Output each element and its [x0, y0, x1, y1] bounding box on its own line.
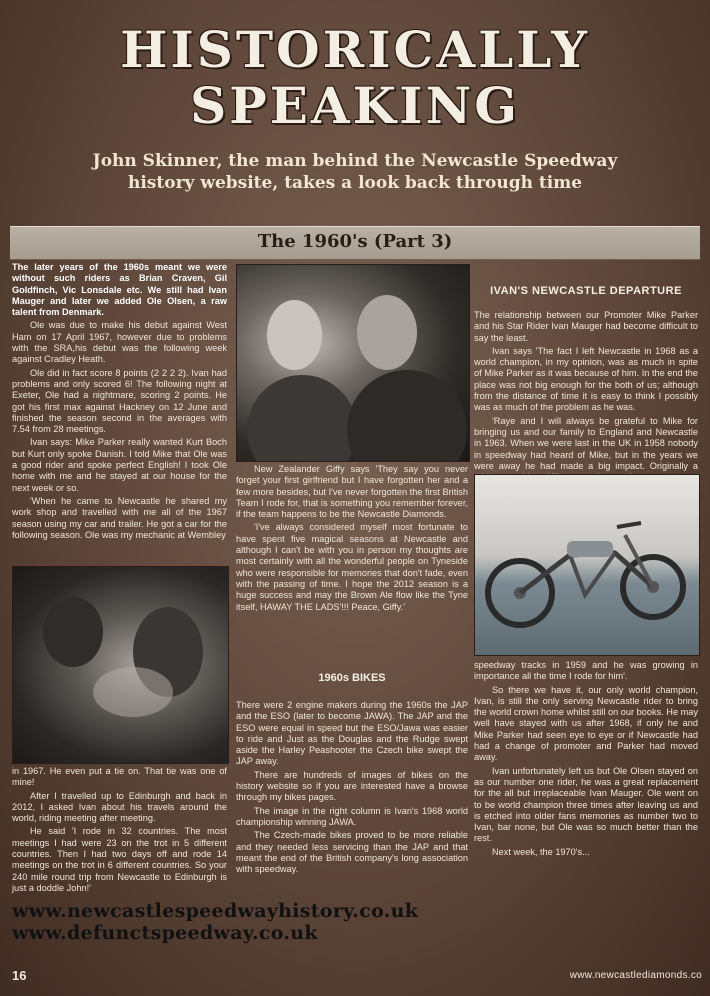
photo-jawa-bike: [474, 474, 700, 656]
column1-paragraph: He said 'I rode in 32 countries. The most meetings I had were 23 on the trot in 5 different countries. Then I had two days off and rode 14 meetings on the trot in 6 different countries. So your 240 mile round trip from Newcastle to Edinburgh is just a doddle John!': [12, 826, 227, 893]
photo-body: [247, 375, 357, 462]
footer-url[interactable]: www.newcastlediamonds.co: [569, 970, 702, 981]
photo-highlight: [93, 667, 173, 717]
departure-heading: IVAN'S NEWCASTLE DEPARTURE: [490, 285, 682, 297]
column1-paragraph: 'When he came to Newcastle he shared my work shop and travelled with me all of the 1967 season using my car and trailer. He got a car for the following season. Ole was my mechanic at Wembley: [12, 495, 227, 540]
photo-riders-workshop: [12, 566, 229, 764]
page-subtitle: John Skinner, the man behind the Newcastle Speedway history website, takes a look back through time: [92, 151, 618, 193]
page-number: 16: [12, 968, 27, 983]
column1-top: [12, 262, 227, 543]
column3-bottom: [474, 660, 698, 860]
column3-paragraph: The relationship between our Promoter Mike Parker and his Star Rider Ivan Mauger had become difficult to say the least.: [474, 310, 698, 343]
column3-paragraph: 'Raye and I will always be grateful to Mike for bringing us and our family to England and Newcastle in 1963. When we were last in the UK in 1958 nobody in speedway had heard of Mike, but in the years we were away he had made a big impact. Originally a: [474, 415, 698, 471]
column1-paragraph: After I travelled up to Edinburgh and back in 2012, I asked Ivan about his travels around the world, riding meeting after meeting.: [12, 790, 227, 824]
photo-figure: [43, 597, 103, 667]
photo-face: [267, 300, 322, 370]
page-title-line1: HISTORICALLY: [120, 20, 590, 79]
column2-paragraph: 'I've always considered myself most fortunate to have spent five magical seasons at Newcastle and although I can't be with you in person my thoughts are most certainly with all the wonderful people on Tyneside who were responsible for memories that don't fade, even with the passing of time. I hope the 2012 season is a huge success and may the Brown Ale flow like the Tyne itself, HAWAY THE LADS'!!! Peace, Giffy.': [236, 522, 468, 612]
column2-top: [236, 464, 468, 615]
column3-paragraph: Ivan unfortunately left us but Ole Olsen stayed on as our number one rider, he was a great replacement for the all but irreplaceable Ivan Mauger. Ole went on to be world champion three times after leaving us and is etched into older fans memories as number two to Ivan, bar none, but Ole was so much better than the rest.: [474, 765, 698, 844]
column1-bottom: [12, 766, 227, 896]
photo-body: [347, 370, 467, 462]
column2-bottom: [236, 700, 468, 877]
column1-lead: The later years of the 1960s meant we were without such riders as Brian Craven, Gil Goldfinch, Vic Lonsdale etc. We still had Ivan Mauger and later we added Ole Olsen, a raw talent from Denmark.: [12, 262, 227, 318]
column3-paragraph: So there we have it, our only world champion, Ivan, is still the only serving Newcastle rider to bring the world crown home whilst still on our books. He may well have stayed with us after 1968, if only he and Mike Parker had seen eye to eye or if Newcastle had had a change of promoter and Parker had moved away.: [474, 684, 698, 763]
column3-top: [474, 310, 698, 485]
bikes-heading: 1960s BIKES: [318, 672, 386, 684]
column1-paragraph: Ole did in fact score 8 points (2 2 2 2). Ivan had problems and only scored 6! The following night at Exeter, Ole had a nightmare, scoring 2 points. He got his first max against Hackney on 12 June and finished the season second in the averages with 7.54 from 28 meetings.: [12, 367, 227, 435]
photo-two-riders: [236, 264, 470, 462]
page-title-line2: SPEAKING: [190, 76, 520, 135]
column3-paragraph: speedway tracks in 1959 and he was growing in importance all the time I rode for him'.: [474, 660, 698, 682]
column1-paragraph: Ole was due to make his debut against West Ham on 17 April 1967, however due to problems with the SRA,his debut was the following week against Cradley Heath.: [12, 320, 227, 365]
column3-paragraph: Ivan says 'The fact I left Newcastle in 1968 as a world champion, in my opinion, was as much in spite of Mike Parker as it was because of him. In the end the place was not big enough for the both of us; although from the distance of time it is easy to think I possibly was as much of the problem as he was.: [474, 345, 698, 413]
photo-face: [357, 295, 417, 370]
section-banner-title: The 1960's (Part 3): [257, 231, 453, 252]
section-banner: [10, 226, 700, 260]
column2-paragraph: There are hundreds of images of bikes on the history website so if you are interested have a browse through my bikes pages.: [236, 769, 468, 803]
website-link-history[interactable]: www.newcastlespeedwayhistory.co.uk: [12, 900, 419, 922]
column2-paragraph: There were 2 engine makers during the 1960s the JAP and the ESO (later to become JAWA). The JAP and the ESO were equal in speed but the ESO/Jawa was easier to ride and Just as the Douglas and the Rudge swept aside the Harley Peashooter the Czech bike swept the JAP away.: [236, 700, 468, 767]
column2-paragraph: The image in the right column is Ivan's 1968 world championship winning JAWA.: [236, 805, 468, 827]
column1-paragraph: in 1967. He even put a tie on. That tie was one of mine!: [12, 766, 227, 788]
website-link-defunct[interactable]: www.defunctspeedway.co.uk: [12, 922, 318, 944]
column3-paragraph: Next week, the 1970's...: [492, 846, 590, 857]
column2-paragraph: New Zealander Giffy says 'They say you never forget your first girlfriend but I have forgotten her and a few more besides, but I've never forgotten the first British Team I rode for, that is something you remember forever, if the team happens to be the Newcastle Diamonds.: [236, 464, 468, 520]
bike-illustration: [475, 475, 699, 655]
column1-paragraph: Ivan says: Mike Parker really wanted Kurt Boch but Kurt only spoke Danish. I told Mike that Ole was a good rider and spoke perfect English! I took Ole home with me and he stayed at our house for the next week or so.: [12, 437, 227, 493]
column2-paragraph: The Czech-made bikes proved to be more reliable and they needed less servicing than the JAP and that meant the end of the British company's long association with speedway.: [236, 830, 468, 875]
